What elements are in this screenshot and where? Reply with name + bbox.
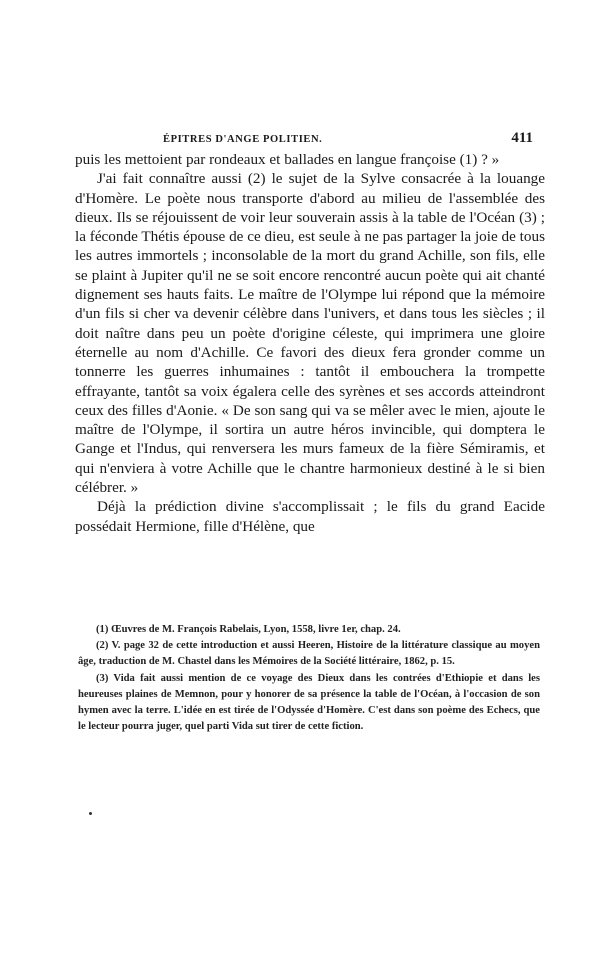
footnote-1: (1) Œuvres de M. François Rabelais, Lyon, 1558, livre 1er, chap. 24. bbox=[96, 624, 401, 635]
footnote-3: (3) Vida fait aussi mention de ce voyage des Dieux dans les contrées d'Ethiopie et dans les heureuses plaines de Memnon, pour y honorer de sa présence la table de l'Océan, à l'occasion de son hymen avec la terre. L'idée en est tirée de l'Odyssée d'Homère. C'est dans son poème des Echecs, que le lecteur pourra juger, quel parti Vida sut tirer de cette fiction. bbox=[78, 672, 540, 733]
paragraph-continuation: puis les mettoient par rondeaux et ballades en langue françoise (1) ? » bbox=[75, 151, 500, 168]
main-text bbox=[75, 150, 545, 536]
ink-dot bbox=[89, 812, 92, 815]
paragraph-prediction: Déjà la prédiction divine s'accomplissait ; le fils du grand Eacide possédait Hermione, fille d'Hélène, que bbox=[75, 498, 545, 535]
paragraph-sylve: J'ai fait connaître aussi (2) le sujet de la Sylve consacrée à la louange d'Homère. Le poète nous transporte d'abord au milieu de l'assemblée des dieux. Ils se réjouissent de voir leur souverain assis à la table de l'Océan (3) ; la féconde Thétis épouse de ce dieu, est seule à ne pas partager la joie de tous les autres immortels ; inconsolable de la mort du grand Achille, son fils, elle se plaint à Jupiter qu'il ne se soit encore rencontré aucun poète qui ait chanté dignement ses hauts faits. Le maître de l'Olympe lui répond que la mémoire d'un fils si cher va devenir célèbre dans l'univers, et dans tous les siècles ; il doit naître dans peu un poète d'origine céleste, qui imprimera une gloire éternelle au nom d'Achille. Ce favori des dieux fera gronder comme un tonnerre les guerres inhumaines : tantôt il embouchera la trompette effrayante, tantôt sa voix égalera celle des syrènes et ses accords atteindront ceux des filles d'Aonie. « De son sang qui va se mêler avec le mien, ajoute le maître de l'Olympe, il sortira un autre héros invincible, qui domptera le Gange et l'Indus, qui renversera les murs fameux de la fière Sémiramis, et qui n'enviera à votre Achille que le chantre harmonieux destiné à le si bien célébrer. » bbox=[75, 170, 545, 497]
page-number: 411 bbox=[511, 130, 533, 146]
footnotes bbox=[78, 622, 540, 735]
footnote-2: (2) V. page 32 de cette introduction et aussi Heeren, Histoire de la littérature classique au moyen âge, traduction de M. Chastel dans les Mémoires de la Société littéraire, 1862, p. 15. bbox=[78, 640, 540, 668]
running-title: ÉPITRES D'ANGE POLITIEN. bbox=[163, 134, 323, 145]
page-header bbox=[75, 130, 545, 150]
